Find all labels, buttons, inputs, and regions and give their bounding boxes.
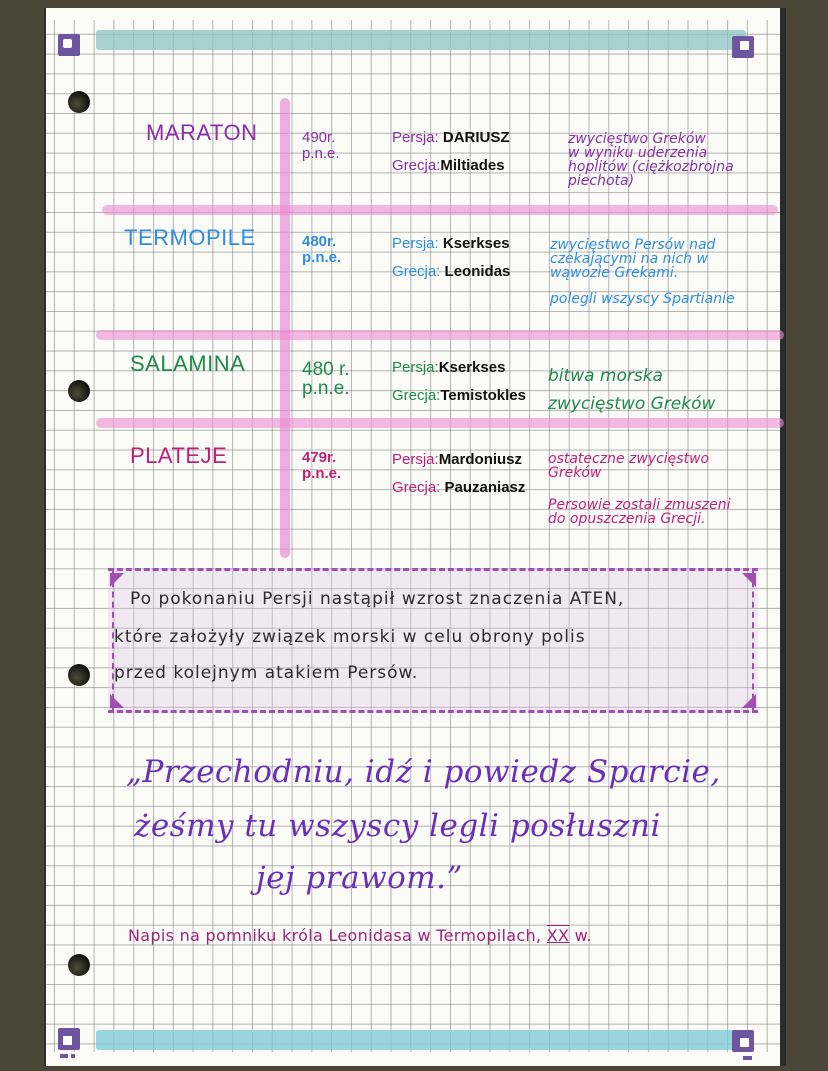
battle-name: MARATON [146, 120, 258, 145]
outcome-line: w wyniku uderzenia [568, 145, 708, 161]
summary-line: przed kolejnym atakiem Persów. [114, 663, 419, 683]
greece-label: Grecja: [392, 157, 441, 174]
outcome-line: zwycięstwo Greków [568, 131, 706, 147]
outcome-line: wąwozie Grekami. [550, 265, 679, 281]
greece-label: Grecja: [392, 387, 441, 404]
persia-leader: Mardoniusz [438, 451, 523, 468]
corner-marker-bottom-right-icon [732, 1030, 754, 1052]
battle-leaders [392, 124, 510, 180]
outcome-line: do opuszczenia Grecji. [548, 511, 706, 527]
battle-date [302, 450, 341, 482]
binder-hole-icon [68, 954, 90, 976]
greece-leader: Miltiades [440, 157, 505, 174]
date-era: p.n.e. [302, 378, 350, 399]
greece-leader: Pauzaniasz [444, 479, 526, 496]
table-row-divider [96, 330, 784, 340]
greece-label: Grecja: [392, 479, 441, 496]
date-era: p.n.e. [302, 465, 342, 482]
notebook-page [44, 8, 786, 1066]
binder-hole-icon [68, 380, 90, 402]
table-row-divider [102, 205, 778, 215]
bottom-highlighter-band [96, 1030, 746, 1050]
date-year: 479r. [302, 449, 337, 466]
outcome-line: czekającymi na nich w [550, 251, 708, 267]
outcome-line: ostateczne zwycięstwo [548, 451, 710, 467]
outcome-line: zwycięstwo Persów nad [550, 237, 716, 253]
battle-leaders [392, 230, 510, 286]
corner-marker-top-right-icon [732, 36, 754, 58]
battle-date [302, 234, 341, 266]
date-year: 490r. [302, 129, 336, 146]
caption-suffix: w. [574, 926, 592, 945]
caption-text: Napis na pomniku króla Leonidasa w Termopilach, [128, 926, 542, 945]
battle-outcome [550, 238, 735, 306]
persia-label: Persja: [392, 129, 439, 146]
quote-line: „Przechodniu, idź i powiedz Sparcie, [126, 754, 721, 790]
date-era: p.n.e. [302, 249, 342, 266]
quote-caption [128, 926, 592, 945]
date-year: 480r. [302, 233, 337, 250]
summary-line: które założyły związek morski w celu obrony polis [114, 627, 586, 647]
battle-date [302, 130, 340, 162]
page-marker-icon [60, 1054, 68, 1058]
battle-name: SALAMINA [130, 351, 246, 376]
battle-name: PLATEJE [130, 443, 228, 468]
corner-marker-bottom-left-icon [58, 1028, 80, 1050]
binder-hole-icon [68, 91, 90, 113]
greece-leader: Temistokles [440, 387, 526, 404]
page-marker-icon [71, 1054, 75, 1058]
battle-leaders [392, 446, 525, 502]
battle-date [302, 360, 350, 398]
corner-triangle-icon [742, 573, 756, 587]
summary-box [108, 568, 758, 713]
outcome-line: bitwa morska [548, 366, 663, 386]
corner-marker-top-left-icon [58, 34, 80, 56]
greece-label: Grecja: [392, 263, 441, 280]
caption-century: XX [546, 926, 570, 945]
battle-outcome [548, 452, 730, 526]
quote-line: żeśmy tu wszyscy legli posłuszni [134, 808, 661, 844]
battle-outcome [568, 132, 734, 188]
outcome-line: polegli wszyscy Spartianie [550, 291, 735, 307]
corner-triangle-icon [110, 694, 124, 708]
persia-leader: Kserkses [442, 235, 510, 252]
table-row-divider [96, 418, 784, 428]
persia-leader: Kserkses [438, 359, 506, 376]
outcome-line: hoplitów (ciężkozbrojna [568, 159, 734, 175]
outcome-line: zwycięstwo Greków [548, 394, 716, 414]
summary-line: Po pokonaniu Persji nastąpił wzrost znaczenia ATEN, [130, 589, 625, 609]
corner-triangle-icon [742, 694, 756, 708]
top-highlighter-band [96, 30, 746, 50]
page-bottom-margin [46, 1052, 780, 1066]
page-marker-icon [743, 1056, 752, 1060]
persia-label: Persja: [392, 451, 439, 468]
greece-leader: Leonidas [444, 263, 511, 280]
persia-label: Persja: [392, 235, 439, 252]
persia-leader: DARIUSZ [442, 129, 510, 146]
battle-name: TERMOPILE [124, 225, 256, 250]
date-year: 480 r. [302, 359, 350, 380]
quote-line: jej prawom.” [256, 860, 463, 896]
outcome-line: Greków [548, 465, 602, 481]
outcome-line: piechota) [568, 173, 635, 189]
persia-label: Persja: [392, 359, 439, 376]
date-era: p.n.e. [302, 145, 340, 162]
corner-triangle-icon [110, 573, 124, 587]
table-column-divider [280, 98, 290, 558]
page-top-margin [46, 8, 780, 20]
outcome-line: Persowie zostali zmuszeni [548, 497, 731, 513]
binder-hole-icon [68, 664, 90, 686]
battle-leaders [392, 354, 526, 410]
battle-outcome [548, 362, 715, 418]
